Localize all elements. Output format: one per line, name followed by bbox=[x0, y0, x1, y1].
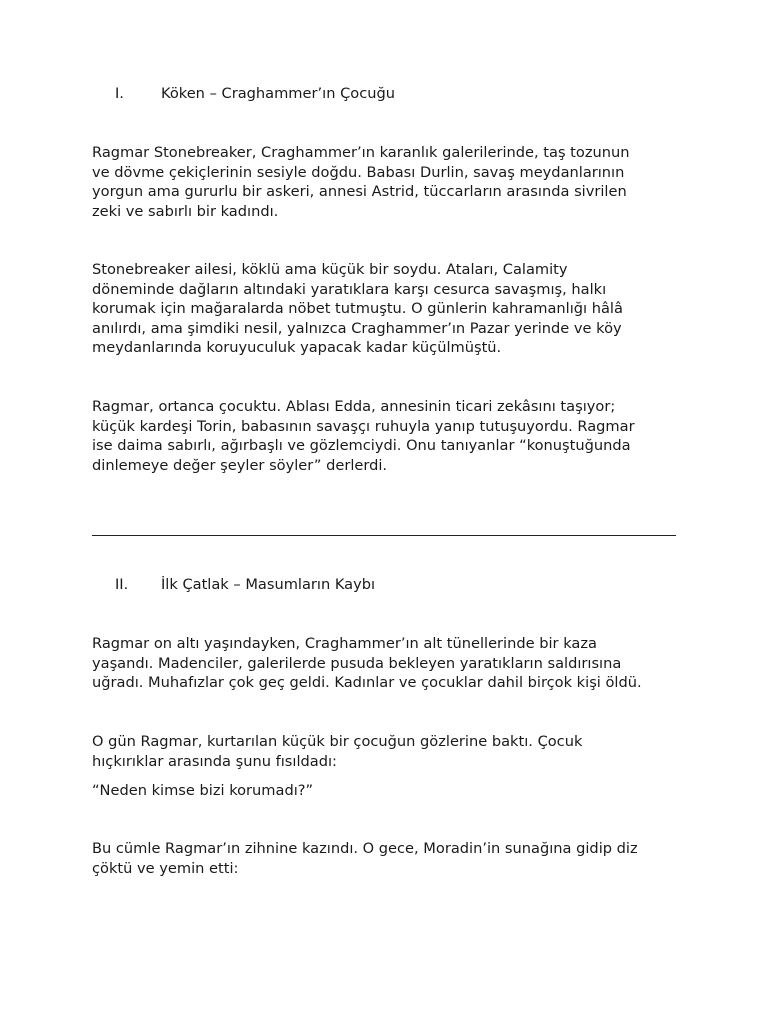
paragraph-siblings bbox=[92, 397, 682, 475]
paragraph-family-lineage bbox=[92, 260, 682, 358]
text-line: Ragmar, ortanca çocuktu. Ablası Edda, annesinin ticari zekâsını taşıyor; bbox=[92, 398, 616, 415]
text-line: döneminde dağların altındaki yaratıklara karşı cesurca savaşmış, halkı bbox=[92, 280, 607, 298]
paragraph-quote bbox=[92, 781, 682, 801]
text-line: O gün Ragmar, kurtarılan küçük bir çocuğun gözlerine baktı. Çocuk bbox=[92, 733, 583, 750]
text-line: Ragmar Stonebreaker, Craghammer’ın karanlık galerilerinde, taş tozunun bbox=[92, 144, 630, 161]
section-heading-first-crack bbox=[115, 575, 375, 595]
paragraph-birth bbox=[92, 143, 682, 221]
text-line: yorgun ama gururlu bir askeri, annesi Astrid, tüccarların arasında sivrilen bbox=[92, 183, 627, 201]
paragraph-oath bbox=[92, 839, 682, 878]
text-line: hıçkırıklar arasında şunu fısıldadı: bbox=[92, 752, 337, 770]
text-line: uğradı. Muhafızlar çok geç geldi. Kadınlar ve çocuklar dahil birçok kişi öldü. bbox=[92, 674, 642, 692]
section-title: İlk Çatlak – Masumların Kaybı bbox=[161, 576, 376, 593]
text-line: Bu cümle Ragmar’ın zihnine kazındı. O gece, Moradin’in sunağına gidip diz bbox=[92, 840, 638, 857]
section-number: II. bbox=[115, 576, 129, 593]
text-line: dinlemeye değer şeyler söyler” derlerdi. bbox=[92, 456, 388, 474]
text-line: zeki ve sabırlı bir kadındı. bbox=[92, 202, 279, 220]
section-number: I. bbox=[115, 85, 124, 102]
section-title: Köken – Craghammer’ın Çocuğu bbox=[161, 85, 395, 102]
text-line: Ragmar on altı yaşındayken, Craghammer’ın alt tünellerinde bir kaza bbox=[92, 635, 597, 652]
text-line: anılırdı, ama şimdiki nesil, yalnızca Craghammer’ın Pazar yerinde ve köy bbox=[92, 319, 622, 337]
paragraph-tunnel-accident bbox=[92, 634, 682, 693]
text-line: çöktü ve yemin etti: bbox=[92, 859, 239, 877]
section-divider bbox=[92, 535, 676, 536]
section-heading-origin bbox=[115, 84, 395, 104]
text-line: meydanlarında koruyuculuk yapacak kadar küçülmüştü. bbox=[92, 339, 502, 357]
text-line: Stonebreaker ailesi, köklü ama küçük bir soydu. Ataları, Calamity bbox=[92, 261, 568, 278]
text-line: yaşandı. Madenciler, galerilerde pusuda bekleyen yaratıkların saldırısına bbox=[92, 654, 622, 672]
text-line: küçük kardeşi Torin, babasının savaşçı ruhuyla yanıp tutuşuyordu. Ragmar bbox=[92, 417, 635, 435]
text-line: ve dövme çekiçlerinin sesiyle doğdu. Babası Durlin, savaş meydanlarının bbox=[92, 163, 625, 181]
text-line: ise daima sabırlı, ağırbaşlı ve gözlemciydi. Onu tanıyanlar “konuştuğunda bbox=[92, 437, 631, 455]
text-line: korumak için mağaralarda nöbet tutmuştu. O günlerin kahramanlığı hâlâ bbox=[92, 300, 623, 318]
text-line: “Neden kimse bizi korumadı?” bbox=[92, 782, 314, 799]
paragraph-rescued-child bbox=[92, 732, 682, 771]
